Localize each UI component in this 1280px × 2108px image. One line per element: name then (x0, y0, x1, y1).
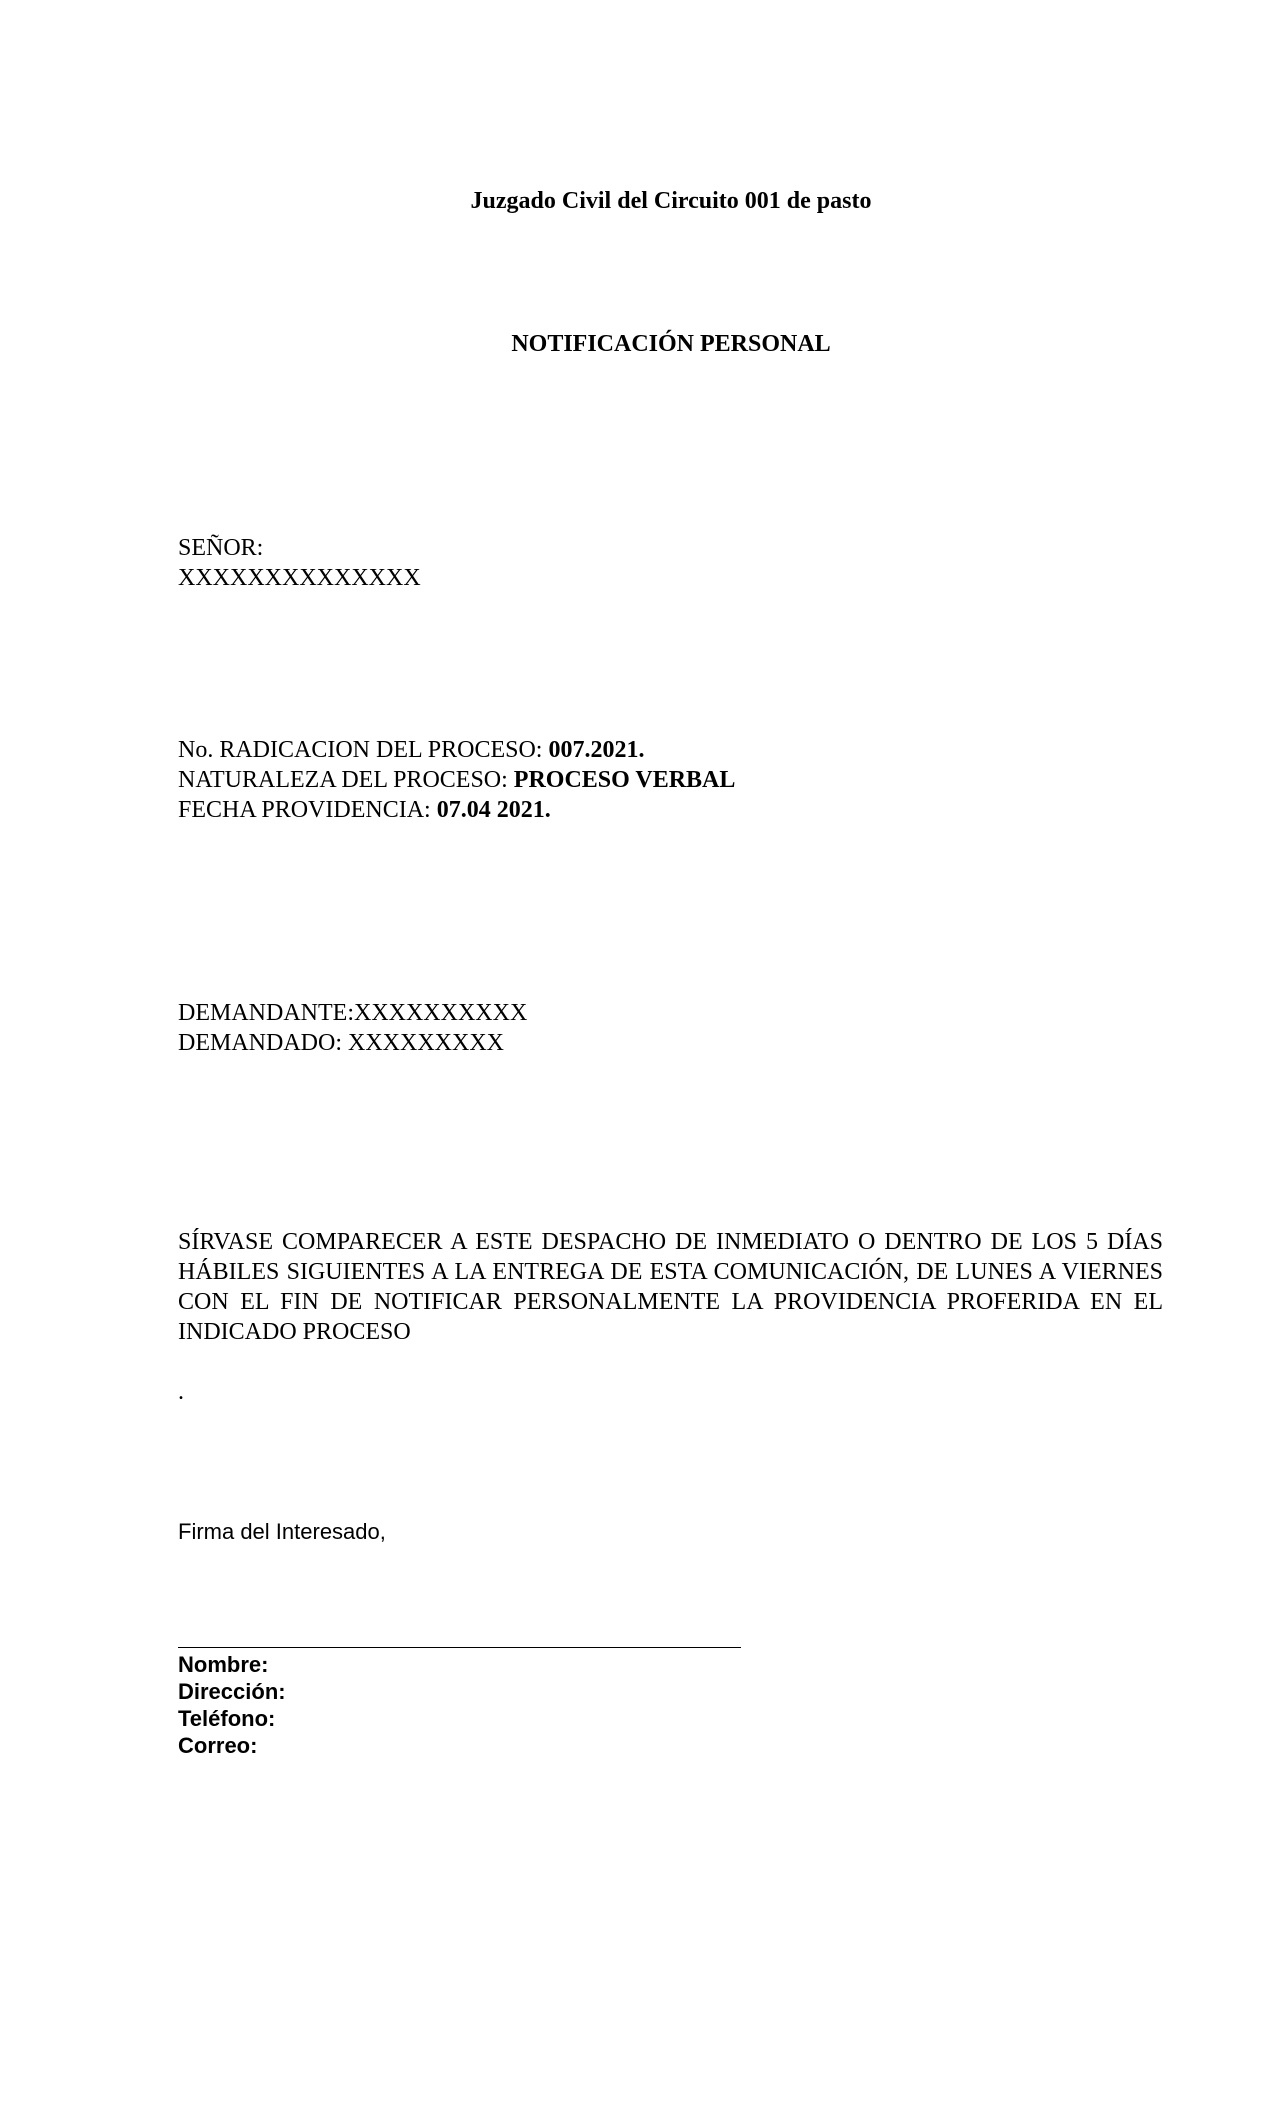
naturaleza-label: NATURALEZA DEL PROCESO: (178, 767, 514, 793)
fecha-value: 07.04 2021. (436, 797, 551, 823)
court-name: Juzgado Civil del Circuito 001 de pasto (470, 188, 872, 214)
page-title: NOTIFICACIÓN PERSONAL (511, 331, 831, 357)
body-paragraph: SÍRVASE COMPARECER A ESTE DESPACHO DE INMEDIATO O DENTRO DE LOS 5 DÍAS HÁBILES SIGUIENTES A LA ENTREGA DE ESTA COMUNICACIÓN, DE LUNES A VIERNES CON EL FIN DE NOTIFICAR PERSONALMENTE LA PROVIDENCIA PROFERIDA EN EL INDICADO PROCESO (178, 1229, 1163, 1345)
fecha-line (178, 795, 551, 825)
field-telefono: Teléfono: (178, 1706, 276, 1731)
addressee-name: XXXXXXXXXXXXXX (178, 565, 421, 591)
radicacion-line (178, 735, 644, 765)
signature-line (178, 1647, 741, 1648)
field-direccion: Dirección: (178, 1679, 286, 1704)
naturaleza-value: PROCESO VERBAL (513, 767, 736, 793)
naturaleza-line (178, 765, 735, 795)
radicacion-label: No. RADICACION DEL PROCESO: (178, 737, 549, 763)
demandante-line: DEMANDANTE:XXXXXXXXXX (178, 1000, 528, 1026)
fecha-label: FECHA PROVIDENCIA: (178, 797, 437, 823)
addressee-salutation: SEÑOR: (178, 535, 264, 561)
field-nombre: Nombre: (178, 1652, 269, 1677)
signature-label: Firma del Interesado, (178, 1519, 386, 1544)
body-dot: . (178, 1379, 184, 1405)
radicacion-value: 007.2021. (548, 737, 645, 763)
field-correo: Correo: (178, 1733, 258, 1758)
demandado-line: DEMANDADO: XXXXXXXXX (178, 1030, 504, 1056)
